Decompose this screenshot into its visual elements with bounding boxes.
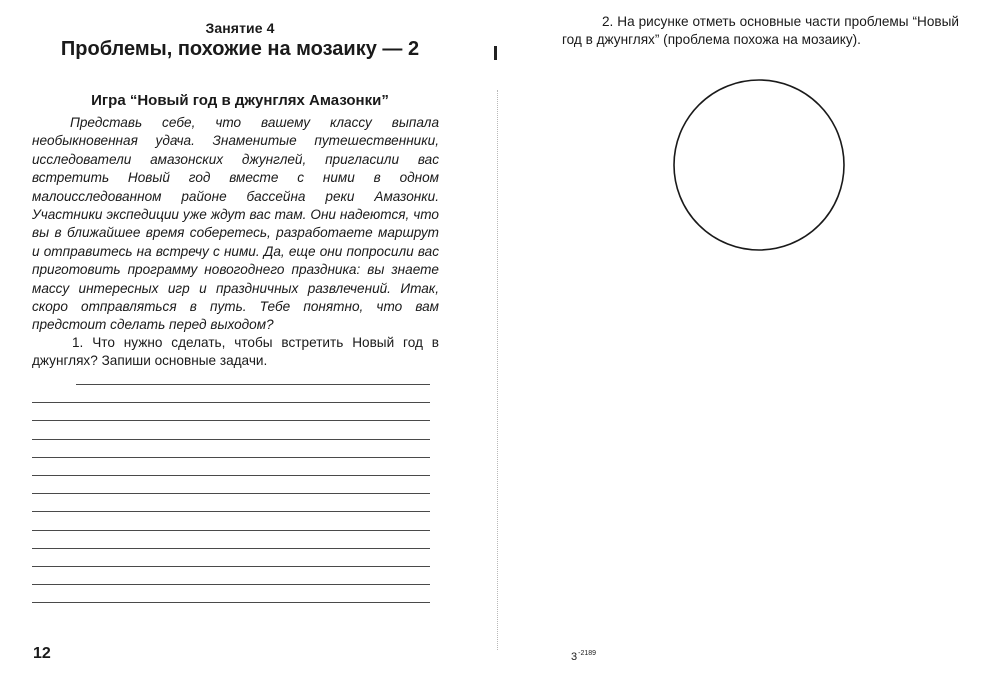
answer-line[interactable]	[32, 439, 430, 440]
answer-line[interactable]	[32, 566, 430, 567]
task-1-text: 1. Что нужно сделать, чтобы встретить Новый год в джунглях? Запиши основные задачи.	[32, 335, 439, 369]
answer-line[interactable]	[32, 493, 430, 494]
lesson-label: Занятие 4	[205, 20, 275, 36]
left-page	[0, 0, 490, 679]
answer-line[interactable]	[32, 602, 430, 603]
mosaic-circle[interactable]	[674, 80, 844, 250]
answer-line[interactable]	[32, 584, 430, 585]
answer-line[interactable]	[32, 548, 430, 549]
answer-line[interactable]	[32, 475, 430, 476]
signature-superscript: -2189	[578, 650, 597, 657]
answer-line[interactable]	[76, 384, 430, 385]
lesson-title: Проблемы, похожие на мозаику — 2	[60, 38, 420, 60]
task-2-text: 2. На рисунке отметь основные части проблемы “Новый год в джунглях” (проблема похожа на мозаику).	[562, 14, 959, 48]
printer-signature	[571, 650, 596, 663]
story-text: Представь себе, что вашему классу выпала необыкновенная удача. Знаменитые путешественники, исследователи амазонских джунглей, пригласили вас встретить Новый год вместе с ними в одном малоисследованном районе бассейна реки Амазонки. Участники экспедиции уже ждут вас там. Они надеются, что вы в ближайшее время соберетесь, разработаете маршрут и отправитесь на встречу с ними. Да, еще они попросили вас приготовить программу новогоднего праздника: вы знаете массу интересных игр и праздничных развлечений. Итак, скоро отправляться в путь. Тебе понятно, что вам предстоит сделать перед выходом?	[32, 115, 439, 333]
page-number: 12	[33, 645, 51, 662]
answer-line[interactable]	[32, 402, 430, 403]
mosaic-circle-diagram[interactable]	[672, 78, 846, 252]
answer-line[interactable]	[32, 420, 430, 421]
answer-line[interactable]	[32, 530, 430, 531]
game-title: Игра “Новый год в джунглях Амазонки”	[91, 92, 389, 109]
signature-base: 3	[571, 651, 578, 663]
answer-lines-area[interactable]	[32, 384, 432, 614]
answer-line[interactable]	[32, 457, 430, 458]
answer-line[interactable]	[32, 511, 430, 512]
